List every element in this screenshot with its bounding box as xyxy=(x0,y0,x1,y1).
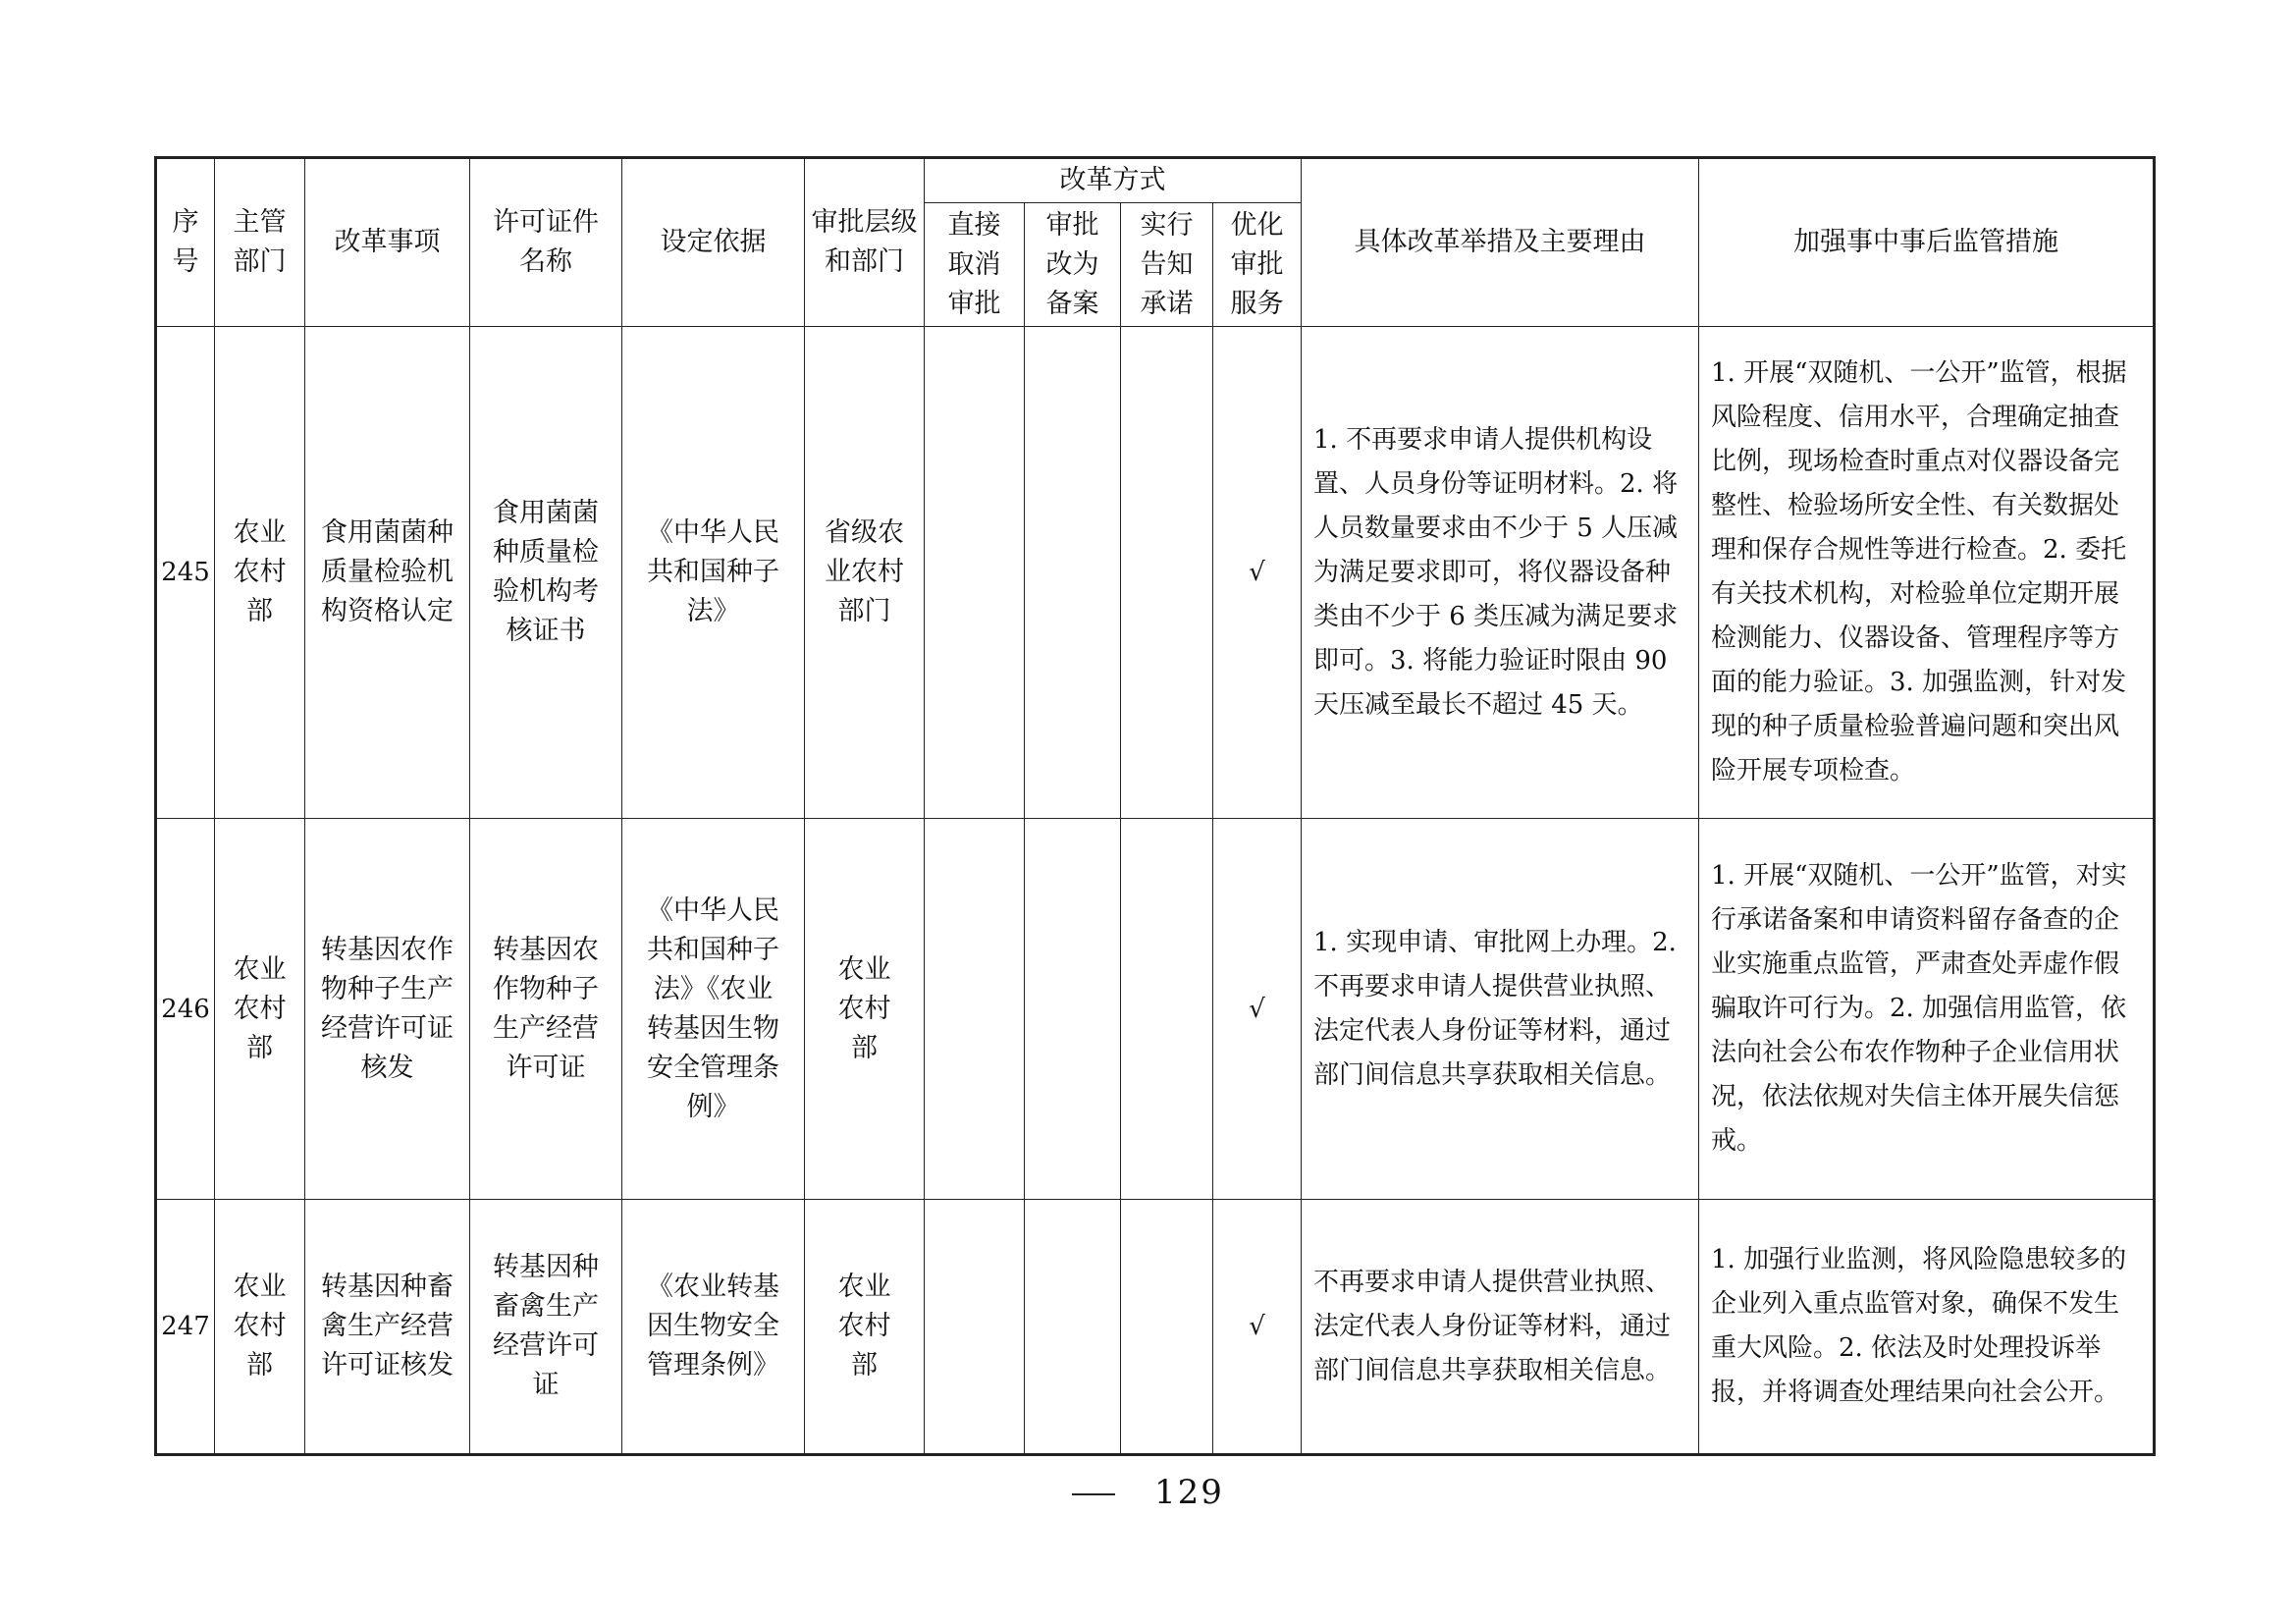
row-license: 转基因种畜禽生产经营许可证 xyxy=(470,1200,622,1455)
row-mode-cancel xyxy=(925,819,1025,1200)
row-mode-record xyxy=(1025,1200,1121,1455)
row-mode-record xyxy=(1025,819,1121,1200)
row-mode-notify xyxy=(1121,819,1213,1200)
header-row-1 xyxy=(156,158,2155,203)
table-row xyxy=(156,819,2155,1200)
row-license: 食用菌菌种质量检验机构考核证书 xyxy=(470,327,622,819)
row-measures: 1. 不再要求申请人提供机构设置、人员身份等证明材料。2. 将人员数量要求由不少于 5 人压减为满足要求即可，将仪器设备种类由不少于 6 类压减为满足要求即可。3. 将能力验证时限由 90 天压减至最长不超过 45 天。 xyxy=(1302,327,1699,819)
page-number: 129 xyxy=(1154,1473,1224,1512)
table-row xyxy=(156,1200,2155,1455)
header-dept: 主管部门 xyxy=(215,158,305,327)
row-mode-optimize: √ xyxy=(1213,1200,1302,1455)
row-basis: 《农业转基因生物安全管理条例》 xyxy=(622,1200,805,1455)
row-item: 转基因种畜禽生产经营许可证核发 xyxy=(305,1200,470,1455)
row-mode-optimize: √ xyxy=(1213,819,1302,1200)
header-item: 改革事项 xyxy=(305,158,470,327)
row-measures: 1. 实现申请、审批网上办理。2. 不再要求申请人提供营业执照、法定代表人身份证等材料，通过部门间信息共享获取相关信息。 xyxy=(1302,819,1699,1200)
row-supervision: 1. 加强行业监测，将风险隐患较多的企业列入重点监管对象，确保不发生重大风险。2. 依法及时处理投诉举报，并将调查处理结果向社会公开。 xyxy=(1699,1200,2155,1455)
reform-table xyxy=(154,156,2156,1456)
row-license: 转基因农作物种子生产经营许可证 xyxy=(470,819,622,1200)
row-item: 转基因农作物种子生产经营许可证核发 xyxy=(305,819,470,1200)
row-level: 农业农村部 xyxy=(805,819,925,1200)
row-mode-cancel xyxy=(925,1200,1025,1455)
row-item: 食用菌菌种质量检验机构资格认定 xyxy=(305,327,470,819)
row-mode-record xyxy=(1025,327,1121,819)
header-mode-cancel: 直接取消审批 xyxy=(925,203,1025,327)
row-supervision: 1. 开展“双随机、一公开”监管，根据风险程度、信用水平，合理确定抽查比例，现场检查时重点对仪器设备完整性、检验场所安全性、有关数据处理和保存合规性等进行检查。2. 委托有关技术机构，对检验单位定期开展检测能力、仪器设备、管理程序等方面的能力验证。3. 加强监测，针对发现的种子质量检验普遍问题和突出风险开展专项检查。 xyxy=(1699,327,2155,819)
row-level: 农业农村部 xyxy=(805,1200,925,1455)
row-mode-notify xyxy=(1121,1200,1213,1455)
row-seq: 246 xyxy=(156,819,215,1200)
header-level: 审批层级和部门 xyxy=(805,158,925,327)
row-dept: 农业农村部 xyxy=(215,819,305,1200)
header-mode-record: 审批改为备案 xyxy=(1025,203,1121,327)
row-mode-notify xyxy=(1121,327,1213,819)
page-dash xyxy=(1072,1493,1115,1495)
page-footer xyxy=(0,1473,2296,1512)
row-measures: 不再要求申请人提供营业执照、法定代表人身份证等材料，通过部门间信息共享获取相关信息。 xyxy=(1302,1200,1699,1455)
header-measures: 具体改革举措及主要理由 xyxy=(1302,158,1699,327)
row-basis: 《中华人民共和国种子法》《农业转基因生物安全管理条例》 xyxy=(622,819,805,1200)
row-mode-cancel xyxy=(925,327,1025,819)
header-supervision: 加强事中事后监管措施 xyxy=(1699,158,2155,327)
header-mode-group: 改革方式 xyxy=(925,158,1302,203)
row-level: 省级农业农村部门 xyxy=(805,327,925,819)
row-seq: 247 xyxy=(156,1200,215,1455)
table-row xyxy=(156,327,2155,819)
header-mode-optimize: 优化审批服务 xyxy=(1213,203,1302,327)
header-license: 许可证件名称 xyxy=(470,158,622,327)
row-mode-optimize: √ xyxy=(1213,327,1302,819)
row-seq: 245 xyxy=(156,327,215,819)
row-dept: 农业农村部 xyxy=(215,1200,305,1455)
row-supervision: 1. 开展“双随机、一公开”监管，对实行承诺备案和申请资料留存备查的企业实施重点监管，严肃查处弄虚作假骗取许可行为。2. 加强信用监管，依法向社会公布农作物种子企业信用状况，依法依规对失信主体开展失信惩戒。 xyxy=(1699,819,2155,1200)
header-mode-notify: 实行告知承诺 xyxy=(1121,203,1213,327)
header-seq: 序号 xyxy=(156,158,215,327)
header-basis: 设定依据 xyxy=(622,158,805,327)
row-dept: 农业农村部 xyxy=(215,327,305,819)
row-basis: 《中华人民共和国种子法》 xyxy=(622,327,805,819)
